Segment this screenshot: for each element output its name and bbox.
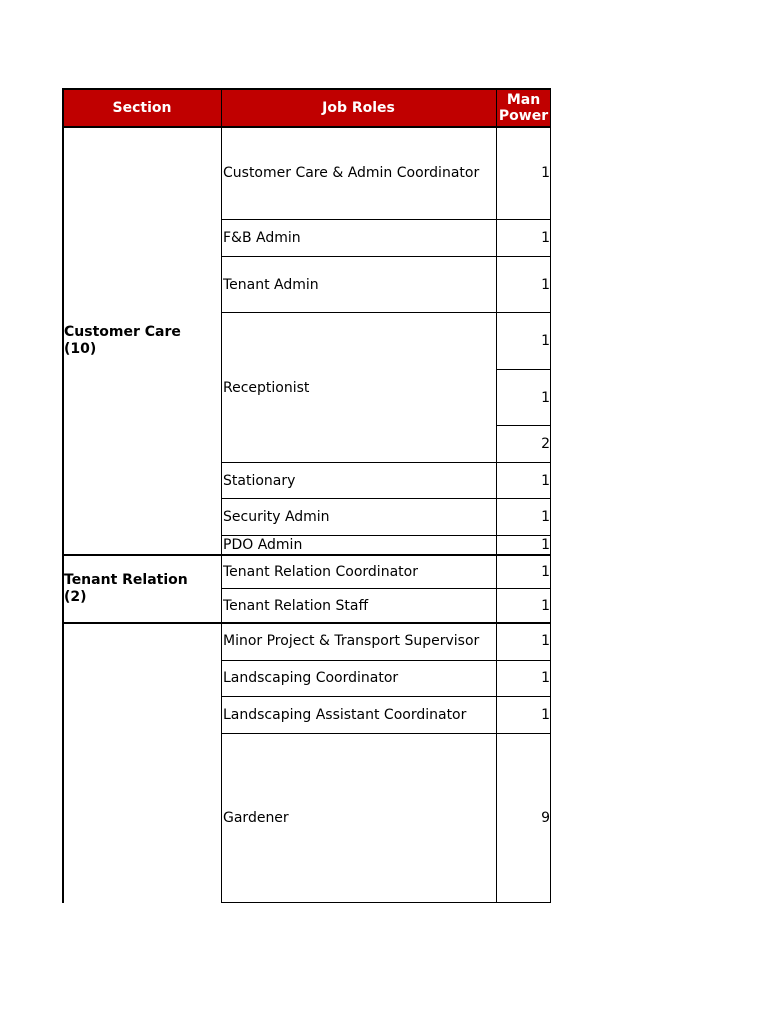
grid-line-row xyxy=(221,498,551,499)
role-landscaping-coordinator: Landscaping Coordinator xyxy=(223,670,399,686)
count-tenant-relation-staff: 1 xyxy=(541,597,550,614)
count-customer-care-admin-coordinator: 1 xyxy=(541,164,550,181)
section-operations xyxy=(63,623,213,903)
grid-line-row xyxy=(221,660,551,661)
role-customer-care-admin-coordinator: Customer Care & Admin Coordinator xyxy=(223,164,480,181)
role-tenant-relation-coordinator: Tenant Relation Coordinator xyxy=(223,563,418,580)
count-receptionist-1: 1 xyxy=(541,333,550,349)
section-tenant-relation: Tenant Relation (2) xyxy=(64,572,188,605)
role-gardener: Gardener xyxy=(223,809,289,826)
grid-line-row xyxy=(221,902,551,903)
count-tenant-relation-coordinator: 1 xyxy=(541,563,550,580)
count-minor-project-transport-supervisor: 1 xyxy=(541,633,550,649)
header-section: Section xyxy=(112,100,172,116)
grid-line-row xyxy=(221,219,551,220)
section-customer-care: Customer Care (10) xyxy=(64,324,181,357)
grid-line-row xyxy=(221,462,551,463)
grid-line-row xyxy=(221,535,551,536)
grid-line-section-2-bottom xyxy=(62,622,551,624)
count-receptionist-3: 2 xyxy=(541,436,550,452)
grid-line-right-border xyxy=(550,89,551,903)
grid-line-section-1-bottom xyxy=(62,554,551,556)
grid-line-row xyxy=(221,696,551,697)
role-tenant-admin: Tenant Admin xyxy=(223,276,319,293)
count-tenant-admin: 1 xyxy=(541,276,550,293)
grid-line-row xyxy=(221,312,551,313)
grid-line-left-border xyxy=(62,88,64,903)
role-minor-project-transport-supervisor: Minor Project & Transport Supervisor xyxy=(223,633,480,649)
role-tenant-relation-staff: Tenant Relation Staff xyxy=(223,597,369,614)
header-job-roles: Job Roles xyxy=(322,100,395,116)
count-gardener: 9 xyxy=(541,809,550,826)
grid-line-subrow xyxy=(496,425,551,426)
role-pdo-admin: PDO Admin xyxy=(223,537,303,553)
grid-line-row xyxy=(221,733,551,734)
count-fb-admin: 1 xyxy=(541,229,550,246)
role-security-admin: Security Admin xyxy=(223,509,330,525)
grid-line-roles-divider xyxy=(496,89,497,903)
count-stationary: 1 xyxy=(541,472,550,489)
role-stationary: Stationary xyxy=(223,472,296,489)
count-receptionist-2: 1 xyxy=(541,389,550,406)
grid-line-section-divider xyxy=(221,89,222,903)
count-security-admin: 1 xyxy=(541,509,550,525)
count-landscaping-coordinator: 1 xyxy=(541,670,550,686)
count-landscaping-assistant-coordinator: 1 xyxy=(541,707,550,723)
grid-line-header-bottom xyxy=(62,126,551,128)
header-man-power: Man Power xyxy=(498,92,549,124)
role-receptionist: Receptionist xyxy=(223,379,310,396)
count-pdo-admin: 1 xyxy=(541,537,550,553)
grid-line-header-top xyxy=(62,88,551,90)
role-landscaping-assistant-coordinator: Landscaping Assistant Coordinator xyxy=(223,707,467,723)
grid-line-row xyxy=(221,256,551,257)
grid-line-subrow xyxy=(496,369,551,370)
role-fb-admin: F&B Admin xyxy=(223,229,301,246)
grid-line-row xyxy=(221,588,551,589)
